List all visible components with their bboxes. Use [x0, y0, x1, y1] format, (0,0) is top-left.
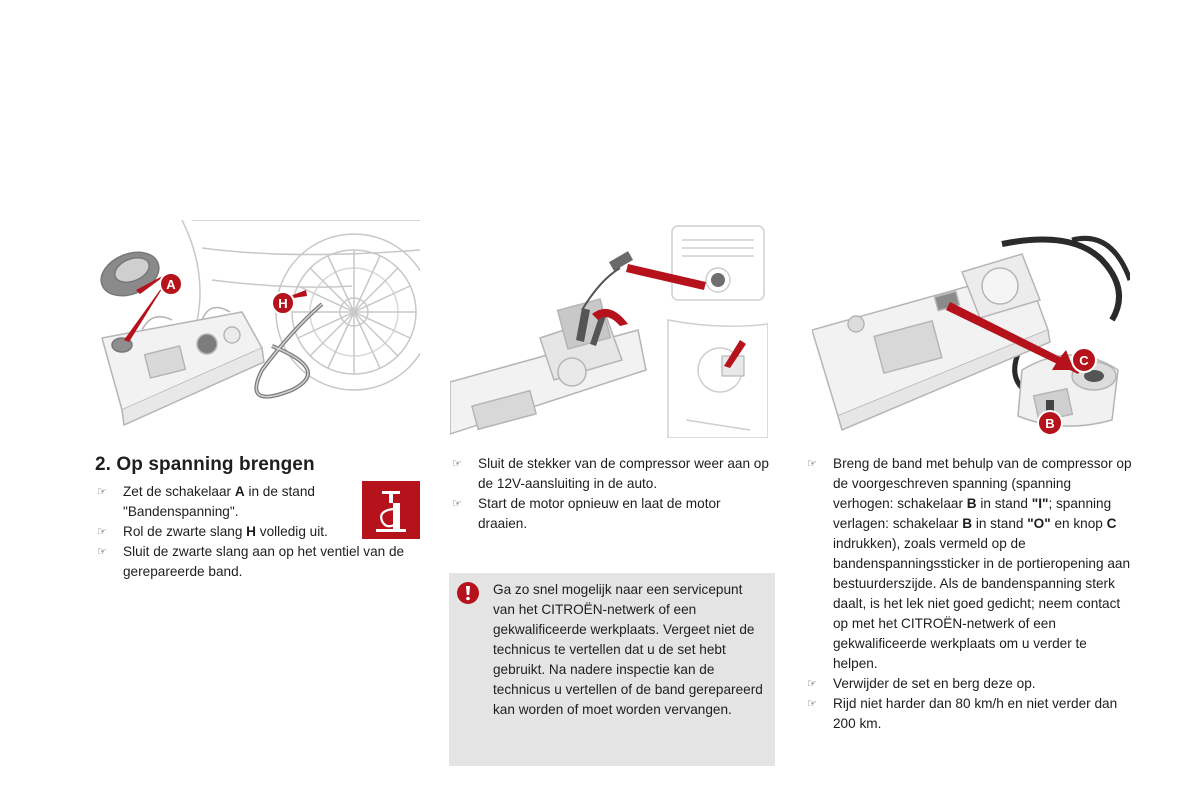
pointing-hand-icon: ☞ [452, 458, 462, 470]
illustration-pressure-switch [812, 220, 1130, 438]
list-item: ☞ Start de motor opnieuw en laat de motor draaien. [452, 496, 721, 531]
pointing-hand-icon: ☞ [807, 678, 817, 690]
list-item: ☞ Sluit de zwarte slang aan op het ventiel van de gerepareerde band. [97, 544, 405, 579]
list-item: ☞ Breng de band met behulp van de compressor op de voorgeschreven spanning (spanning verhogen: schakelaar B in stand "I"; spanning verlagen: schakelaar B in stand "O" en knop C indrukken), zoals vermeld op de bandenspanningssticker in de portieropening aan bestuurderszijde. Als de bandenspanning sterk daalt, is het lek niet goed gedicht; neem contact op met het CITROËN-netwerk of een gekwalificeerde werkplaats om u verder te helpen. [807, 456, 1132, 671]
pointing-hand-icon: ☞ [97, 486, 107, 498]
label-c: C [1079, 353, 1089, 368]
illustration-12v-socket [450, 220, 768, 438]
list-item: ☞ Sluit de stekker van de compressor weer aan op de 12V-aansluiting in de auto. [452, 456, 769, 491]
instruction-list-2 [450, 454, 770, 534]
instruction-list-3 [805, 454, 1135, 734]
list-item: ☞ Zet de schakelaar A in de stand "Bandenspanning". [97, 484, 315, 519]
label-b: B [1045, 416, 1055, 431]
warning-text: Ga zo snel mogelijk naar een servicepunt van het CITROËN-netwerk of een gekwalificeerde werkplaats. Vergeet niet de technicus te vertellen dat u de set hebt gebruikt. Na nadere inspectie kan de technicus u vertellen of de band gerepareerd kan worden of moet worden vervangen. [493, 582, 763, 717]
list-item: ☞ Rol de zwarte slang H volledig uit. [95, 522, 353, 542]
pointing-hand-icon: ☞ [807, 458, 817, 470]
warning-box [449, 573, 775, 766]
list-item: ☞ Verwijder de set en berg deze op. [805, 674, 1135, 694]
label-h: H [278, 296, 288, 311]
list-item: ☞ Rijd niet harder dan 80 km/h en niet verder dan 200 km. [807, 696, 1118, 731]
section-heading: 2. Op spanning brengen [95, 454, 315, 475]
illustration-compressor-wheel [92, 220, 420, 438]
label-a: A [166, 277, 176, 292]
tyre-pump-icon [362, 481, 420, 539]
pointing-hand-icon: ☞ [807, 698, 817, 710]
pointing-hand-icon: ☞ [452, 498, 462, 510]
exclamation-warning-icon [457, 582, 479, 604]
pointing-hand-icon: ☞ [97, 546, 107, 558]
instruction-list-1 [95, 482, 405, 582]
pointing-hand-icon: ☞ [97, 526, 107, 538]
